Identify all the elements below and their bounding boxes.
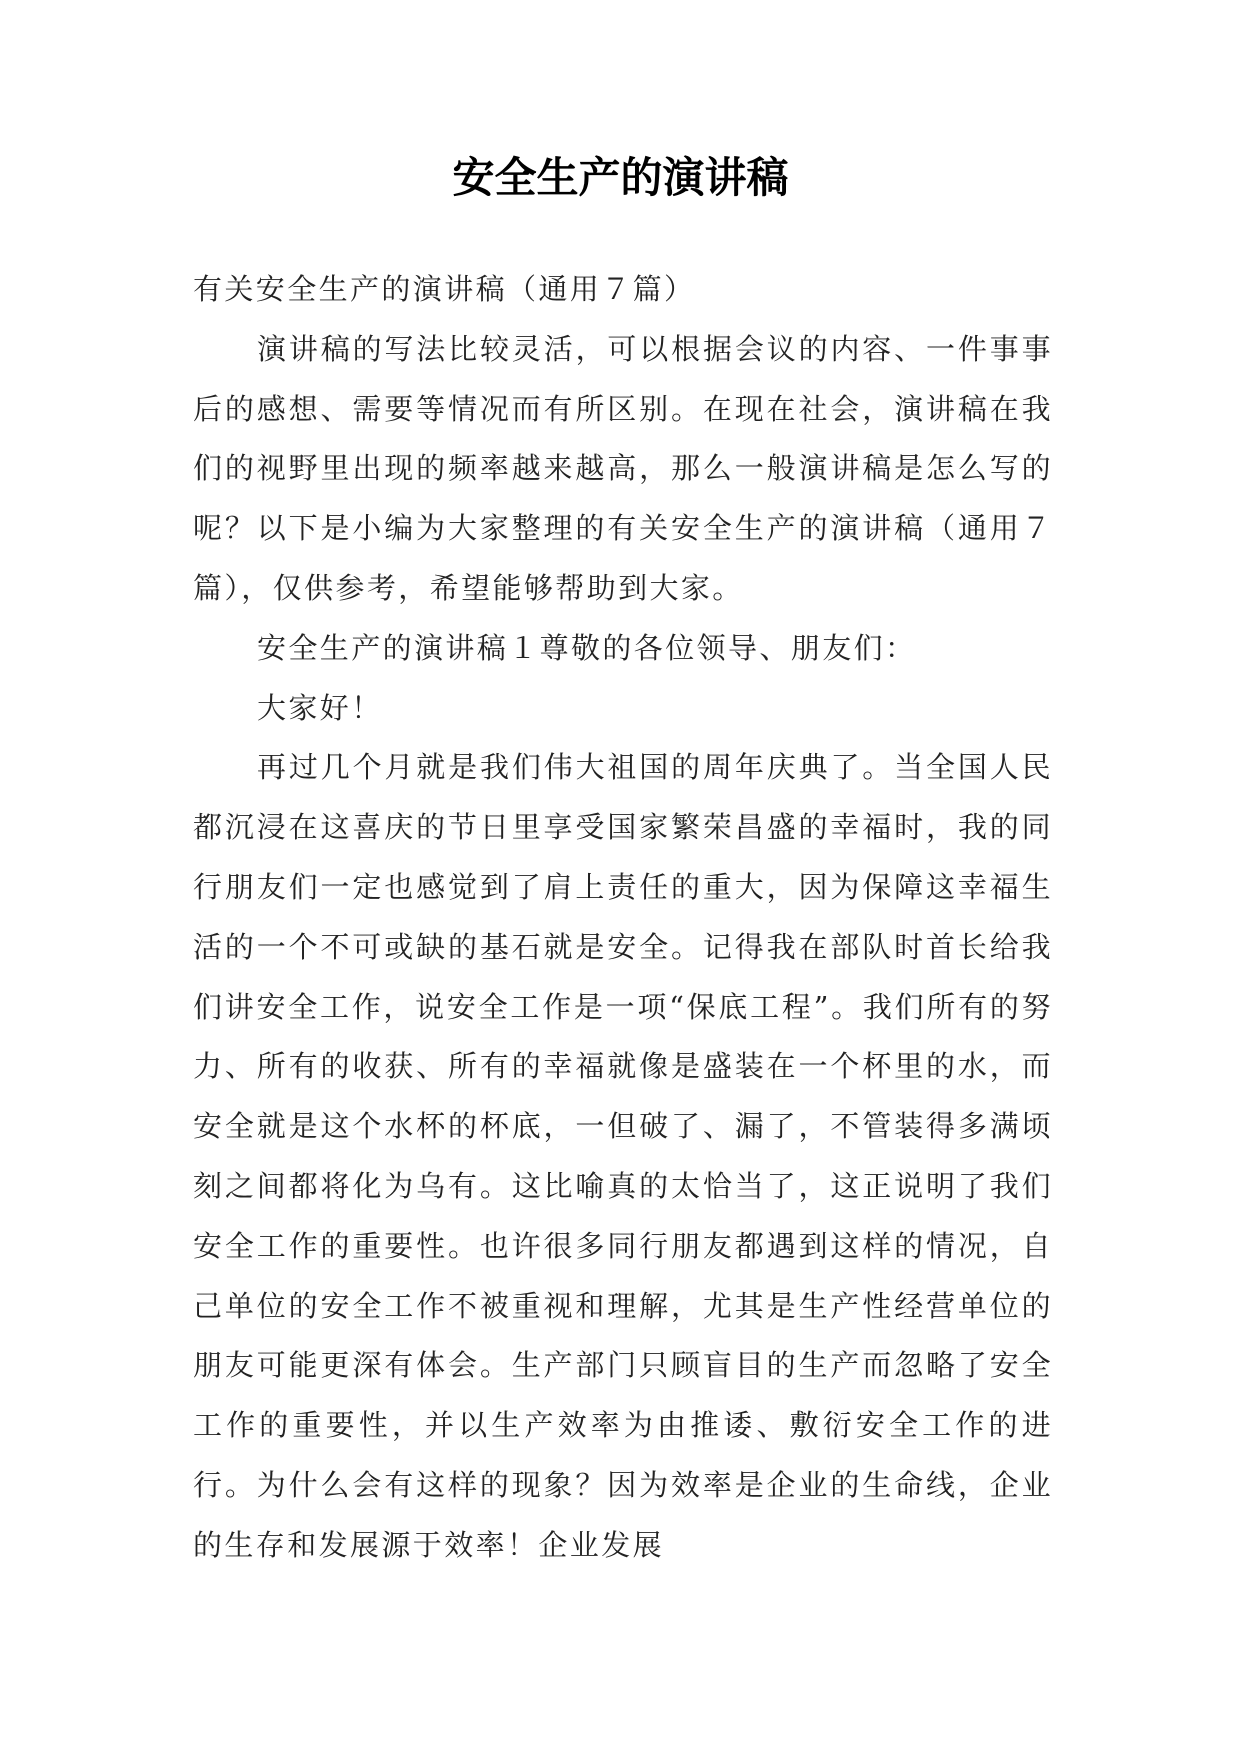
greeting-paragraph: 大家好！ bbox=[257, 690, 383, 725]
document-body bbox=[193, 260, 1053, 1576]
speech-opening-paragraph: 安全生产的演讲稿１尊敬的各位领导、朋友们： bbox=[257, 630, 917, 665]
intro-paragraph: 演讲稿的写法比较灵活，可以根据会议的内容、一件事事后的感想、需要等情况而有所区别。在现在社会，演讲稿在我们的视野里出现的频率越来越高，那么一般演讲稿是怎么写的呢？以下是小编为大家整理的有关安全生产的演讲稿（通用７篇），仅供参考，希望能够帮助到大家。 bbox=[193, 331, 1053, 605]
document-subtitle: 有关安全生产的演讲稿（通用７篇） bbox=[193, 272, 696, 306]
main-paragraph: 再过几个月就是我们伟大祖国的周年庆典了。当全国人民都沉浸在这喜庆的节日里享受国家繁荣昌盛的幸福时，我的同行朋友们一定也感觉到了肩上责任的重大，因为保障这幸福生活的一个不可或缺的基石就是安全。记得我在部队时首长给我们讲安全工作，说安全工作是一项“保底工程”。我们所有的努力、所有的收获、所有的幸福就像是盛装在一个杯里的水，而安全就是这个水杯的杯底，一但破了、漏了，不管装得多满顷刻之间都将化为乌有。这比喻真的太恰当了，这正说明了我们安全工作的重要性。也许很多同行朋友都遇到这样的情况，自己单位的安全工作不被重视和理解，尤其是生产性经营单位的朋友可能更深有体会。生产部门只顾盲目的生产而忽略了安全工作的重要性，并以生产效率为由推诿、敷衍安全工作的进行。为什么会有这样的现象？因为效率是企业的生命线，企业的生存和发展源于效率！企业发展 bbox=[193, 750, 1053, 1562]
document-title: 安全生产的演讲稿 bbox=[452, 153, 789, 202]
